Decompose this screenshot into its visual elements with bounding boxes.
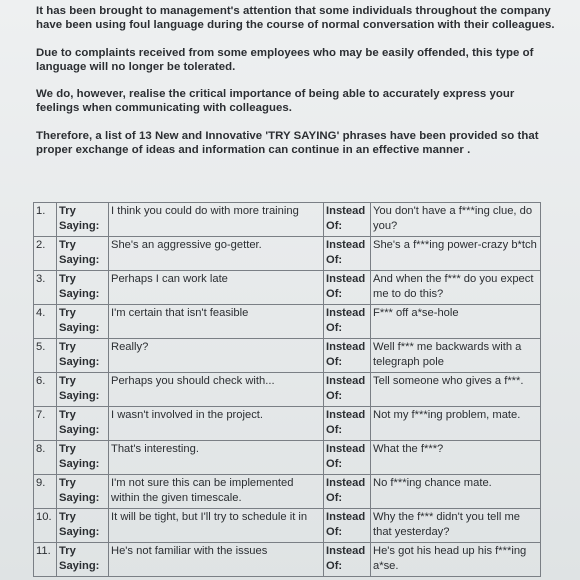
row-number: 3.: [34, 271, 57, 305]
row-number: 5.: [34, 339, 57, 373]
memo-intro: [36, 4, 556, 170]
try-label-line-2: Saying:: [59, 491, 100, 504]
instead-label-line-2: Of:: [326, 321, 343, 334]
instead-of-phrase: Not my f***ing problem, mate.: [371, 407, 541, 441]
try-saying-label: [57, 305, 109, 339]
instead-label-line-2: Of:: [326, 559, 343, 572]
instead-label-line-2: Of:: [326, 457, 343, 470]
table-row: [34, 543, 541, 577]
try-label-line-2: Saying:: [59, 525, 100, 538]
try-saying-label: [57, 407, 109, 441]
row-number: 11.: [34, 543, 57, 577]
table-row: [34, 407, 541, 441]
instead-label-line-1: Instead: [326, 443, 366, 455]
try-label-line-1: Try: [59, 239, 76, 251]
try-label-line-2: Saying:: [59, 253, 100, 266]
try-label-line-1: Try: [59, 477, 76, 489]
intro-paragraph-1: It has been brought to management's attention that some individuals throughout the company have been using foul language during the course of normal conversation with their colleagues.: [36, 5, 555, 32]
instead-of-label: [324, 407, 371, 441]
try-label-line-2: Saying:: [59, 457, 100, 470]
try-label-line-1: Try: [59, 205, 76, 217]
row-number: 6.: [34, 373, 57, 407]
row-number: 7.: [34, 407, 57, 441]
instead-of-label: [324, 237, 371, 271]
instead-label-line-2: Of:: [326, 491, 343, 504]
try-saying-phrase: Perhaps I can work late: [109, 271, 324, 305]
table-row: [34, 339, 541, 373]
instead-label-line-1: Instead: [326, 205, 366, 217]
phrases-table-body: [34, 203, 541, 577]
try-saying-label: [57, 509, 109, 543]
table-row: [34, 441, 541, 475]
row-number: 4.: [34, 305, 57, 339]
try-saying-label: [57, 271, 109, 305]
instead-of-label: [324, 271, 371, 305]
try-saying-phrase: She's an aggressive go-getter.: [109, 237, 324, 271]
instead-of-phrase: You don't have a f***ing clue, do you?: [371, 203, 541, 237]
try-saying-label: [57, 339, 109, 373]
intro-paragraph-3: We do, however, realise the critical importance of being able to accurately express your feelings when communicating with colleagues.: [36, 88, 515, 115]
instead-of-phrase: No f***ing chance mate.: [371, 475, 541, 509]
instead-of-label: [324, 203, 371, 237]
row-number: 8.: [34, 441, 57, 475]
try-label-line-1: Try: [59, 443, 76, 455]
instead-of-phrase: And when the f*** do you expect me to do this?: [371, 271, 541, 305]
instead-label-line-1: Instead: [326, 545, 366, 557]
instead-label-line-1: Instead: [326, 307, 366, 319]
try-saying-phrase: I'm not sure this can be implemented within the given timescale.: [109, 475, 324, 509]
instead-of-phrase: She's a f***ing power-crazy b*tch: [371, 237, 541, 271]
instead-label-line-2: Of:: [326, 525, 343, 538]
row-number: 2.: [34, 237, 57, 271]
try-label-line-1: Try: [59, 273, 76, 285]
try-label-line-1: Try: [59, 409, 76, 421]
try-saying-label: [57, 203, 109, 237]
try-label-line-2: Saying:: [59, 423, 100, 436]
row-number: 1.: [34, 203, 57, 237]
table-row: [34, 305, 541, 339]
try-label-line-1: Try: [59, 545, 76, 557]
try-saying-phrase: He's not familiar with the issues: [109, 543, 324, 577]
instead-label-line-1: Instead: [326, 375, 366, 387]
try-label-line-2: Saying:: [59, 389, 100, 402]
table-row: [34, 475, 541, 509]
instead-label-line-2: Of:: [326, 355, 343, 368]
instead-of-label: [324, 543, 371, 577]
intro-paragraph-2: Due to complaints received from some employees who may be easily offended, this type of language will no longer be tolerated.: [36, 46, 534, 73]
try-label-line-2: Saying:: [59, 355, 100, 368]
instead-of-label: [324, 441, 371, 475]
try-saying-phrase: It will be tight, but I'll try to schedule it in: [109, 509, 324, 543]
try-saying-label: [57, 475, 109, 509]
instead-of-label: [324, 509, 371, 543]
table-row: [34, 271, 541, 305]
instead-of-phrase: What the f***?: [371, 441, 541, 475]
table-row: [34, 203, 541, 237]
instead-label-line-1: Instead: [326, 409, 366, 421]
try-saying-phrase: I wasn't involved in the project.: [109, 407, 324, 441]
table-row: [34, 509, 541, 543]
try-saying-phrase: Really?: [109, 339, 324, 373]
try-label-line-1: Try: [59, 511, 76, 523]
try-label-line-2: Saying:: [59, 287, 100, 300]
instead-label-line-2: Of:: [326, 389, 343, 402]
try-saying-phrase: I'm certain that isn't feasible: [109, 305, 324, 339]
instead-label-line-1: Instead: [326, 239, 366, 251]
instead-label-line-1: Instead: [326, 477, 366, 489]
instead-label-line-2: Of:: [326, 253, 343, 266]
try-saying-label: [57, 237, 109, 271]
instead-of-phrase: He's got his head up his f***ing a*se.: [371, 543, 541, 577]
try-label-line-1: Try: [59, 375, 76, 387]
instead-of-label: [324, 475, 371, 509]
try-saying-phrase: I think you could do with more training: [109, 203, 324, 237]
try-saying-phrase: That's interesting.: [109, 441, 324, 475]
try-saying-phrase: Perhaps you should check with...: [109, 373, 324, 407]
instead-label-line-2: Of:: [326, 219, 343, 232]
instead-label-line-1: Instead: [326, 273, 366, 285]
instead-label-line-2: Of:: [326, 423, 343, 436]
try-saying-label: [57, 373, 109, 407]
table-row: [34, 237, 541, 271]
try-saying-label: [57, 441, 109, 475]
table-row: [34, 373, 541, 407]
instead-of-phrase: F*** off a*se-hole: [371, 305, 541, 339]
row-number: 9.: [34, 475, 57, 509]
row-number: 10.: [34, 509, 57, 543]
try-label-line-2: Saying:: [59, 219, 100, 232]
try-saying-label: [57, 543, 109, 577]
instead-of-label: [324, 339, 371, 373]
instead-of-phrase: Tell someone who gives a f***.: [371, 373, 541, 407]
try-label-line-2: Saying:: [59, 559, 100, 572]
instead-of-label: [324, 305, 371, 339]
instead-label-line-2: Of:: [326, 287, 343, 300]
phrases-table: [33, 202, 541, 577]
instead-label-line-1: Instead: [326, 341, 366, 353]
instead-of-phrase: Well f*** me backwards with a telegraph pole: [371, 339, 541, 373]
instead-of-phrase: Why the f*** didn't you tell me that yesterday?: [371, 509, 541, 543]
instead-of-label: [324, 373, 371, 407]
intro-paragraph-4: Therefore, a list of 13 New and Innovative 'TRY SAYING' phrases have been provided so that proper exchange of ideas and information can continue in an effective manner .: [36, 129, 539, 157]
try-label-line-1: Try: [59, 341, 76, 353]
try-label-line-2: Saying:: [59, 321, 100, 334]
instead-label-line-1: Instead: [326, 511, 366, 523]
try-label-line-1: Try: [59, 307, 76, 319]
